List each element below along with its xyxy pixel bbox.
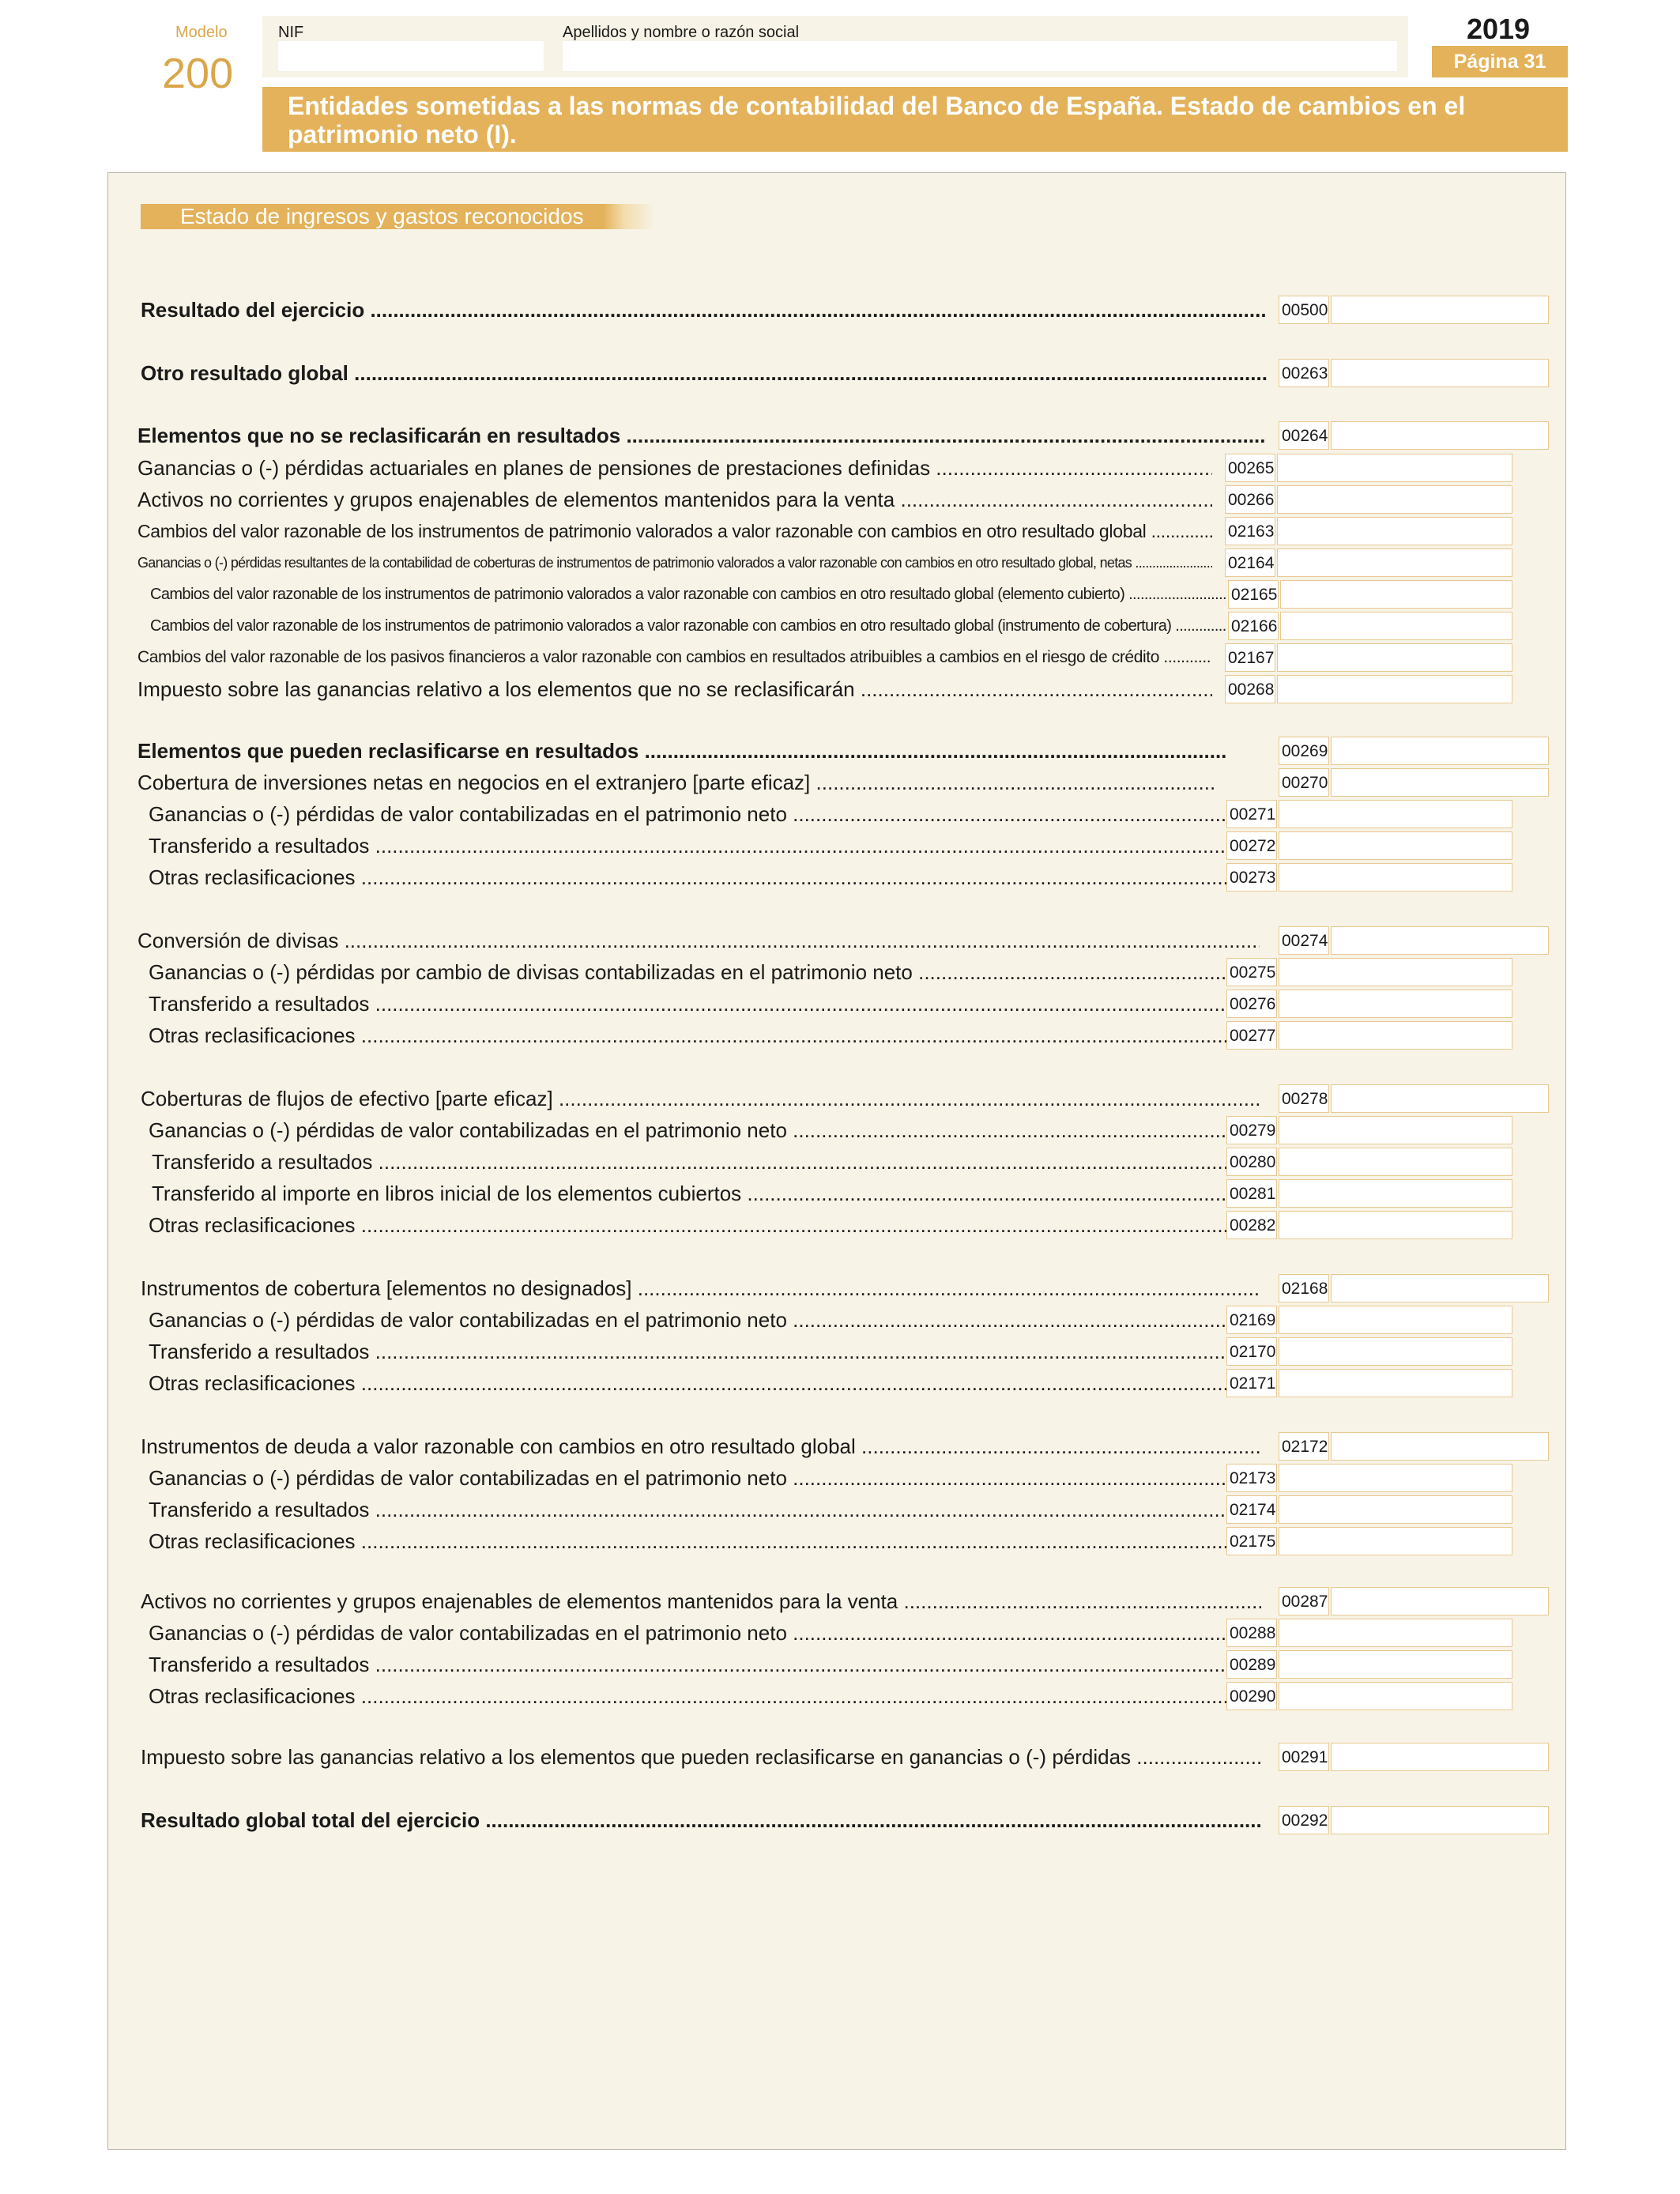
row-code: 02168: [1279, 1274, 1329, 1302]
form-row: [0, 452, 1680, 484]
row-label: Otras reclasificaciones .....: [149, 861, 1226, 893]
row-code: 02172: [1279, 1432, 1329, 1461]
amount-field[interactable]: [1279, 990, 1512, 1018]
form-row: [0, 294, 1680, 326]
row-label: Instrumentos de deuda a valor razonable con cambios en otro resultado global .....: [141, 1431, 1261, 1462]
row-label: Otras reclasificaciones .....: [149, 1020, 1226, 1051]
row-label: Cambios del valor razonable de los instrumentos de patrimonio valorados a valor razonable con cambios en otro resultado global (instrumento de cobertura) .....: [150, 610, 1226, 642]
row-code: 00289: [1226, 1650, 1277, 1679]
row-code: 02169: [1226, 1306, 1277, 1334]
row-label: Transferido a resultados .....: [149, 1494, 1226, 1525]
row-code: 00268: [1225, 675, 1275, 703]
row-label: Transferido a resultados .....: [149, 1336, 1226, 1367]
row-code: 00500: [1279, 296, 1329, 324]
row-label: Cambios del valor razonable de los instrumentos de patrimonio valorados a valor razonable con cambios en otro resultado global .....: [137, 515, 1212, 547]
amount-field[interactable]: [1279, 1021, 1512, 1050]
form-row: [0, 1083, 1680, 1114]
amount-field[interactable]: [1279, 1148, 1512, 1176]
row-code: 00287: [1279, 1587, 1329, 1615]
row-label: Otras reclasificaciones .....: [149, 1209, 1226, 1241]
form-row: [0, 1114, 1680, 1146]
amount-field[interactable]: [1277, 485, 1512, 514]
amount-field[interactable]: [1331, 926, 1549, 955]
amount-field[interactable]: [1331, 1806, 1549, 1834]
form-row: [0, 1741, 1680, 1773]
modelo-number: 200: [162, 50, 234, 97]
row-label: Ganancias o (-) pérdidas actuariales en planes de pensiones de prestaciones definidas .....: [137, 452, 1212, 484]
row-code: 00265: [1225, 454, 1275, 482]
amount-field[interactable]: [1279, 958, 1512, 986]
form-row: [0, 861, 1680, 893]
form-row: [0, 1680, 1680, 1712]
amount-field[interactable]: [1331, 1432, 1549, 1461]
form-row: [0, 1272, 1680, 1304]
amount-field[interactable]: [1279, 1306, 1512, 1334]
row-label: Impuesto sobre las ganancias relativo a los elementos que pueden reclasificarse en ganancias o (-) pérdidas .....: [141, 1741, 1261, 1773]
row-code: 02173: [1226, 1464, 1277, 1492]
row-label: Impuesto sobre las ganancias relativo a los elementos que no se reclasificarán .....: [137, 673, 1212, 705]
amount-field[interactable]: [1280, 580, 1512, 609]
row-code: 00280: [1226, 1148, 1277, 1176]
row-code: 00276: [1226, 990, 1277, 1018]
row-label: Coberturas de flujos de efectivo [parte eficaz] .....: [141, 1083, 1261, 1114]
row-code: 00271: [1226, 800, 1277, 828]
row-label: Activos no corrientes y grupos enajenables de elementos mantenidos para la venta .....: [141, 1585, 1261, 1617]
form-row: [0, 1585, 1680, 1617]
row-label: Cambios del valor razonable de los pasivos financieros a valor razonable con cambios en resultados atribuibles a cambios en el riesgo de crédito .....: [137, 642, 1212, 673]
row-label: Resultado del ejercicio .....: [141, 294, 1268, 326]
row-code: 02163: [1225, 517, 1275, 545]
amount-field[interactable]: [1279, 800, 1512, 828]
row-code: 02166: [1228, 612, 1279, 640]
form-row: [0, 830, 1680, 861]
row-label: Transferido a resultados .....: [149, 830, 1226, 861]
form-row: [0, 1146, 1680, 1178]
form-row: [0, 642, 1680, 673]
amount-field[interactable]: [1277, 517, 1512, 545]
row-code: 00277: [1226, 1021, 1277, 1050]
row-label: Activos no corrientes y grupos enajenables de elementos mantenidos para la venta .....: [137, 484, 1212, 515]
name-label: Apellidos y nombre o razón social: [563, 24, 800, 41]
amount-field[interactable]: [1331, 1084, 1549, 1113]
form-row: [0, 767, 1680, 798]
row-code: 00282: [1226, 1211, 1277, 1239]
amount-field[interactable]: [1277, 548, 1512, 577]
form-row: [0, 1525, 1680, 1557]
form-row: [0, 1462, 1680, 1494]
amount-field[interactable]: [1331, 737, 1549, 765]
row-code: 00274: [1279, 926, 1329, 955]
row-label: Resultado global total del ejercicio .....: [141, 1804, 1261, 1836]
nif-field[interactable]: [278, 41, 544, 71]
amount-field[interactable]: [1279, 1179, 1512, 1208]
row-label: Transferido a resultados .....: [149, 988, 1226, 1020]
form-row: [0, 1209, 1680, 1241]
row-code: 00292: [1279, 1806, 1329, 1834]
form-row: [0, 484, 1680, 515]
modelo-label: Modelo: [175, 24, 228, 41]
amount-field[interactable]: [1331, 296, 1549, 324]
row-label: Otro resultado global .....: [141, 357, 1268, 389]
row-code: 00264: [1279, 421, 1329, 450]
form-row: [0, 579, 1680, 610]
row-code: 00272: [1226, 831, 1277, 860]
amount-field[interactable]: [1279, 1619, 1512, 1647]
amount-field[interactable]: [1279, 1116, 1512, 1144]
row-label: Transferido al importe en libros inicial de los elementos cubiertos .....: [152, 1178, 1226, 1209]
row-label: Transferido a resultados .....: [149, 1649, 1226, 1680]
row-code: 00278: [1279, 1084, 1329, 1113]
form-row: [0, 1304, 1680, 1336]
amount-field[interactable]: [1279, 1650, 1512, 1679]
name-field[interactable]: [563, 41, 1397, 71]
form-row: [0, 798, 1680, 830]
row-label: Elementos que no se reclasificarán en resultados .....: [137, 420, 1264, 451]
row-label: Otras reclasificaciones .....: [149, 1525, 1226, 1557]
form-row: [0, 1336, 1680, 1367]
row-code: 02167: [1225, 643, 1275, 672]
row-code: 02174: [1226, 1495, 1277, 1524]
form-row: [0, 1804, 1680, 1836]
row-code: 02170: [1226, 1337, 1277, 1366]
form-row: [0, 1178, 1680, 1209]
form-row: [0, 956, 1680, 988]
amount-field[interactable]: [1331, 359, 1549, 387]
amount-field[interactable]: [1279, 1211, 1512, 1239]
row-code: 00270: [1279, 768, 1329, 797]
row-label: Ganancias o (-) pérdidas de valor contabilizadas en el patrimonio neto .....: [149, 798, 1226, 830]
row-code: 00291: [1279, 1743, 1329, 1771]
row-label: Elementos que pueden reclasificarse en resultados .....: [137, 735, 1228, 767]
amount-field[interactable]: [1279, 1464, 1512, 1492]
row-code: 00263: [1279, 359, 1329, 387]
amount-field[interactable]: [1331, 1587, 1549, 1615]
form-row: [0, 988, 1680, 1020]
page-badge: Página 31: [1432, 46, 1568, 77]
row-label: Otras reclasificaciones .....: [149, 1367, 1226, 1399]
section-title: Estado de ingresos y gastos reconocidos: [180, 204, 584, 228]
row-label: Otras reclasificaciones .....: [149, 1680, 1226, 1712]
row-code: 00273: [1226, 863, 1277, 892]
amount-field[interactable]: [1280, 612, 1512, 640]
form-row: [0, 357, 1680, 389]
amount-field[interactable]: [1277, 675, 1512, 703]
row-label: Ganancias o (-) pérdidas de valor contabilizadas en el patrimonio neto .....: [149, 1617, 1226, 1649]
row-code: 00281: [1226, 1179, 1277, 1208]
row-label: Ganancias o (-) pérdidas de valor contabilizadas en el patrimonio neto .....: [149, 1114, 1226, 1146]
row-label: Cambios del valor razonable de los instrumentos de patrimonio valorados a valor razonable con cambios en otro resultado global (elemento cubierto) .....: [150, 579, 1226, 610]
amount-field[interactable]: [1279, 1682, 1512, 1710]
amount-field[interactable]: [1331, 1274, 1549, 1302]
row-label: Ganancias o (-) pérdidas de valor contabilizadas en el patrimonio neto .....: [149, 1462, 1226, 1494]
form-row: [0, 420, 1680, 451]
row-label: Ganancias o (-) pérdidas por cambio de divisas contabilizadas en el patrimonio neto .....: [149, 956, 1226, 988]
row-label: Ganancias o (-) pérdidas de valor contabilizadas en el patrimonio neto .....: [149, 1304, 1226, 1336]
amount-field[interactable]: [1279, 1337, 1512, 1366]
row-code: 02164: [1225, 548, 1275, 577]
year: 2019: [1466, 13, 1531, 45]
row-label: Transferido a resultados .....: [152, 1146, 1226, 1178]
row-code: 00290: [1226, 1682, 1277, 1710]
amount-field[interactable]: [1277, 454, 1512, 482]
amount-field[interactable]: [1277, 643, 1512, 672]
row-label: Instrumentos de cobertura [elementos no designados] .....: [141, 1272, 1261, 1304]
form-row: [0, 673, 1680, 705]
form-row: [0, 610, 1680, 642]
row-label: Conversión de divisas .....: [137, 925, 1260, 956]
row-code: 02171: [1226, 1369, 1277, 1397]
row-code: 00269: [1279, 737, 1329, 765]
form-row: [0, 1367, 1680, 1399]
page-title: Entidades sometidas a las normas de contabilidad del Banco de España. Estado de cambios en el patrimonio neto (I).: [288, 92, 1466, 149]
row-code: 00288: [1226, 1619, 1277, 1647]
amount-field[interactable]: [1279, 831, 1512, 860]
form-row: [0, 1431, 1680, 1462]
amount-field[interactable]: [1331, 1743, 1549, 1771]
amount-field[interactable]: [1331, 768, 1549, 797]
amount-field[interactable]: [1279, 1369, 1512, 1397]
nif-label: NIF: [278, 24, 304, 41]
form-row: [0, 1494, 1680, 1525]
amount-field[interactable]: [1279, 1495, 1512, 1524]
amount-field[interactable]: [1331, 421, 1549, 450]
row-label: Ganancias o (-) pérdidas resultantes de la contabilidad de coberturas de instrumentos de patrimonio valorados a valor razonable con cambios en otro resultado global, netas .....: [137, 547, 1212, 579]
amount-field[interactable]: [1279, 1527, 1512, 1555]
row-code: 02175: [1226, 1527, 1277, 1555]
row-code: 00266: [1225, 485, 1275, 514]
form-row: [0, 925, 1680, 956]
form-row: [0, 547, 1680, 579]
row-code: 00275: [1226, 958, 1277, 986]
form-row: [0, 1020, 1680, 1051]
row-label: Cobertura de inversiones netas en negocios en el extranjero [parte eficaz] .....: [137, 767, 1217, 798]
form-row: [0, 735, 1680, 767]
row-code: 00279: [1226, 1116, 1277, 1144]
amount-field[interactable]: [1279, 863, 1512, 892]
form-row: [0, 515, 1680, 547]
form-row: [0, 1617, 1680, 1649]
form-row: [0, 1649, 1680, 1680]
row-code: 02165: [1228, 580, 1279, 609]
